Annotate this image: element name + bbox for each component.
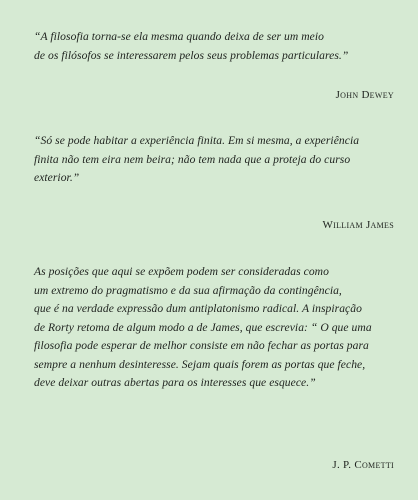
quote-line: um extremo do pragmatismo e da sua afirmação da contingência, <box>34 283 342 297</box>
quote-line: de Rorty retoma de algum modo a de James, que escrevia: “ O que uma <box>34 320 372 334</box>
epigraph-dewey-quote <box>34 28 394 65</box>
epigraph-james-quote <box>34 132 394 188</box>
quote-line: finita não tem eira nem beira; não tem nada que a proteja do curso <box>34 152 351 166</box>
quote-line: de os filósofos se interessarem pelos seus problemas particulares.” <box>34 48 349 62</box>
quote-line: “A filosofia torna-se ela mesma quando deixa de ser um meio <box>34 30 324 43</box>
quote-line: deve deixar outras abertas para os interesses que esquece.” <box>34 376 316 389</box>
quote-line: As posições que aqui se expõem podem ser consideradas como <box>34 265 329 278</box>
quote-line: “Só se pode habitar a experiência finita. Em si mesma, a experiência <box>34 134 360 147</box>
epigraph-dewey-author: John Dewey <box>335 89 394 101</box>
quote-line: exterior.” <box>34 171 80 184</box>
epigraph-cometti-quote <box>34 263 394 393</box>
quote-line: que é na verdade expressão dum antiplatonismo radical. A inspiração <box>34 302 362 315</box>
epigraph-cometti-author: J. P. Cometti <box>332 459 394 471</box>
quote-line: sempre a nenhum desinteresse. Sejam quais forem as portas que feche, <box>34 357 366 371</box>
quote-line: filosofia pode esperar de melhor consiste em não fechar as portas para <box>34 339 369 352</box>
epigraph-james-author: William James <box>322 219 394 231</box>
